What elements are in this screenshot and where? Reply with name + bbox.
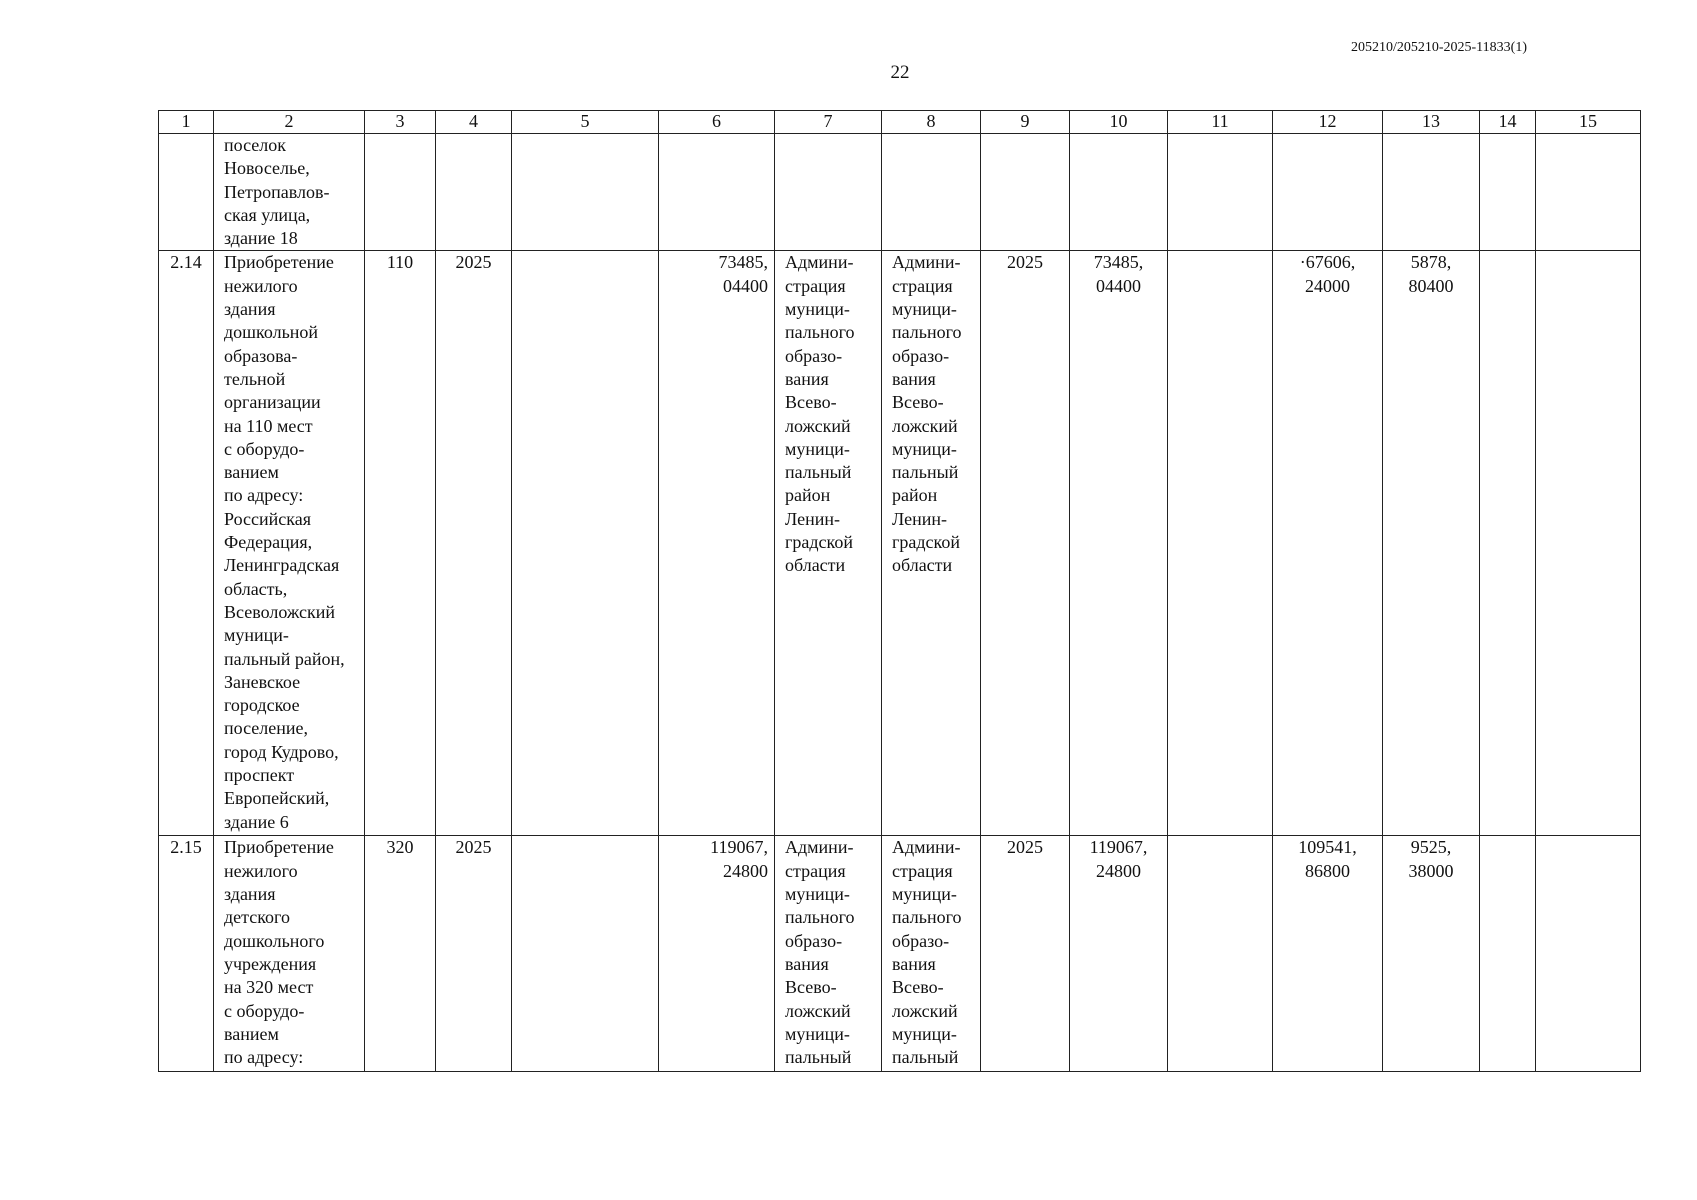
- table-cell: [1480, 251, 1536, 836]
- header-cell: 4: [436, 111, 512, 134]
- header-cell: 6: [659, 111, 775, 134]
- object-name-cell: Приобретение нежилого здания дошкольной образова- тельной организации на 110 мест с оборудо- ванием по адресу: Российская Федерация, Ленинградская область, Всеволожский муници- пальный район, Заневское городское поселение, город Кудрово, проспект Европейский, здание 6: [214, 251, 365, 836]
- table-cell: [659, 134, 775, 251]
- table-cell: [1168, 251, 1273, 836]
- table-cell: 73485, 04400: [1070, 251, 1168, 836]
- table-cell: [981, 134, 1070, 251]
- header-cell: 1: [159, 111, 214, 134]
- table-cell: [1168, 836, 1273, 1072]
- header-cell: 3: [365, 111, 436, 134]
- table-cell: 2025: [981, 251, 1070, 836]
- table-cell: [1168, 134, 1273, 251]
- row-number-cell: 2.15: [159, 836, 214, 1072]
- table-cell: [1273, 134, 1383, 251]
- header-cell: 9: [981, 111, 1070, 134]
- table-cell: [512, 134, 659, 251]
- table-cell: Админи- страция муници- пального образо- вания Всево- ложский муници- пальный: [775, 836, 882, 1072]
- header-cell: 10: [1070, 111, 1168, 134]
- table-cell: [1070, 134, 1168, 251]
- table-cell: 119067, 24800: [1070, 836, 1168, 1072]
- page-number: 22: [890, 62, 910, 83]
- table-row: [159, 134, 1641, 251]
- table-cell: [512, 251, 659, 836]
- header-cell: 8: [882, 111, 981, 134]
- table-cell: [365, 134, 436, 251]
- table-cell: 9525, 38000: [1383, 836, 1480, 1072]
- header-cell: 13: [1383, 111, 1480, 134]
- table-cell: [1536, 134, 1641, 251]
- table-cell: [512, 836, 659, 1072]
- table-cell: [1536, 251, 1641, 836]
- header-cell: 11: [1168, 111, 1273, 134]
- header-cell: 7: [775, 111, 882, 134]
- table-cell: ·67606, 24000: [1273, 251, 1383, 836]
- header-cell: 15: [1536, 111, 1641, 134]
- header-cell: 2: [214, 111, 365, 134]
- table-cell: Админи- страция муници- пального образо- вания Всево- ложский муници- пальный район Ленин- градской области: [775, 251, 882, 836]
- table-cell: 119067, 24800: [659, 836, 775, 1072]
- table-cell: [882, 134, 981, 251]
- table-cell: 110: [365, 251, 436, 836]
- table-cell: 73485, 04400: [659, 251, 775, 836]
- table-row: [159, 836, 1641, 1072]
- table-cell: 109541, 86800: [1273, 836, 1383, 1072]
- table-cell: [436, 134, 512, 251]
- table-cell: 2025: [981, 836, 1070, 1072]
- object-name-cell: поселок Новоселье, Петропавлов- ская улица, здание 18: [214, 134, 365, 251]
- header-row: [159, 111, 1641, 134]
- header-cell: 14: [1480, 111, 1536, 134]
- table-cell: [1480, 134, 1536, 251]
- table-cell: 5878, 80400: [1383, 251, 1480, 836]
- table-cell: 2025: [436, 251, 512, 836]
- object-name-cell: Приобретение нежилого здания детского дошкольного учреждения на 320 мест с оборудо- ванием по адресу:: [214, 836, 365, 1072]
- table-cell: [775, 134, 882, 251]
- table-row: [159, 251, 1641, 836]
- table-cell: [1480, 836, 1536, 1072]
- table-cell: 2025: [436, 836, 512, 1072]
- header-cell: 12: [1273, 111, 1383, 134]
- data-table: [158, 110, 1641, 1072]
- header-cell: 5: [512, 111, 659, 134]
- table-cell: Админи- страция муници- пального образо- вания Всево- ложский муници- пальный: [882, 836, 981, 1072]
- table-cell: Админи- страция муници- пального образо- вания Всево- ложский муници- пальный район Ленин- градской области: [882, 251, 981, 836]
- document-id: 205210/205210-2025-11833(1): [1350, 40, 1527, 55]
- table-cell: 320: [365, 836, 436, 1072]
- row-number-cell: 2.14: [159, 251, 214, 836]
- table-cell: [1536, 836, 1641, 1072]
- row-number-cell: [159, 134, 214, 251]
- table-cell: [1383, 134, 1480, 251]
